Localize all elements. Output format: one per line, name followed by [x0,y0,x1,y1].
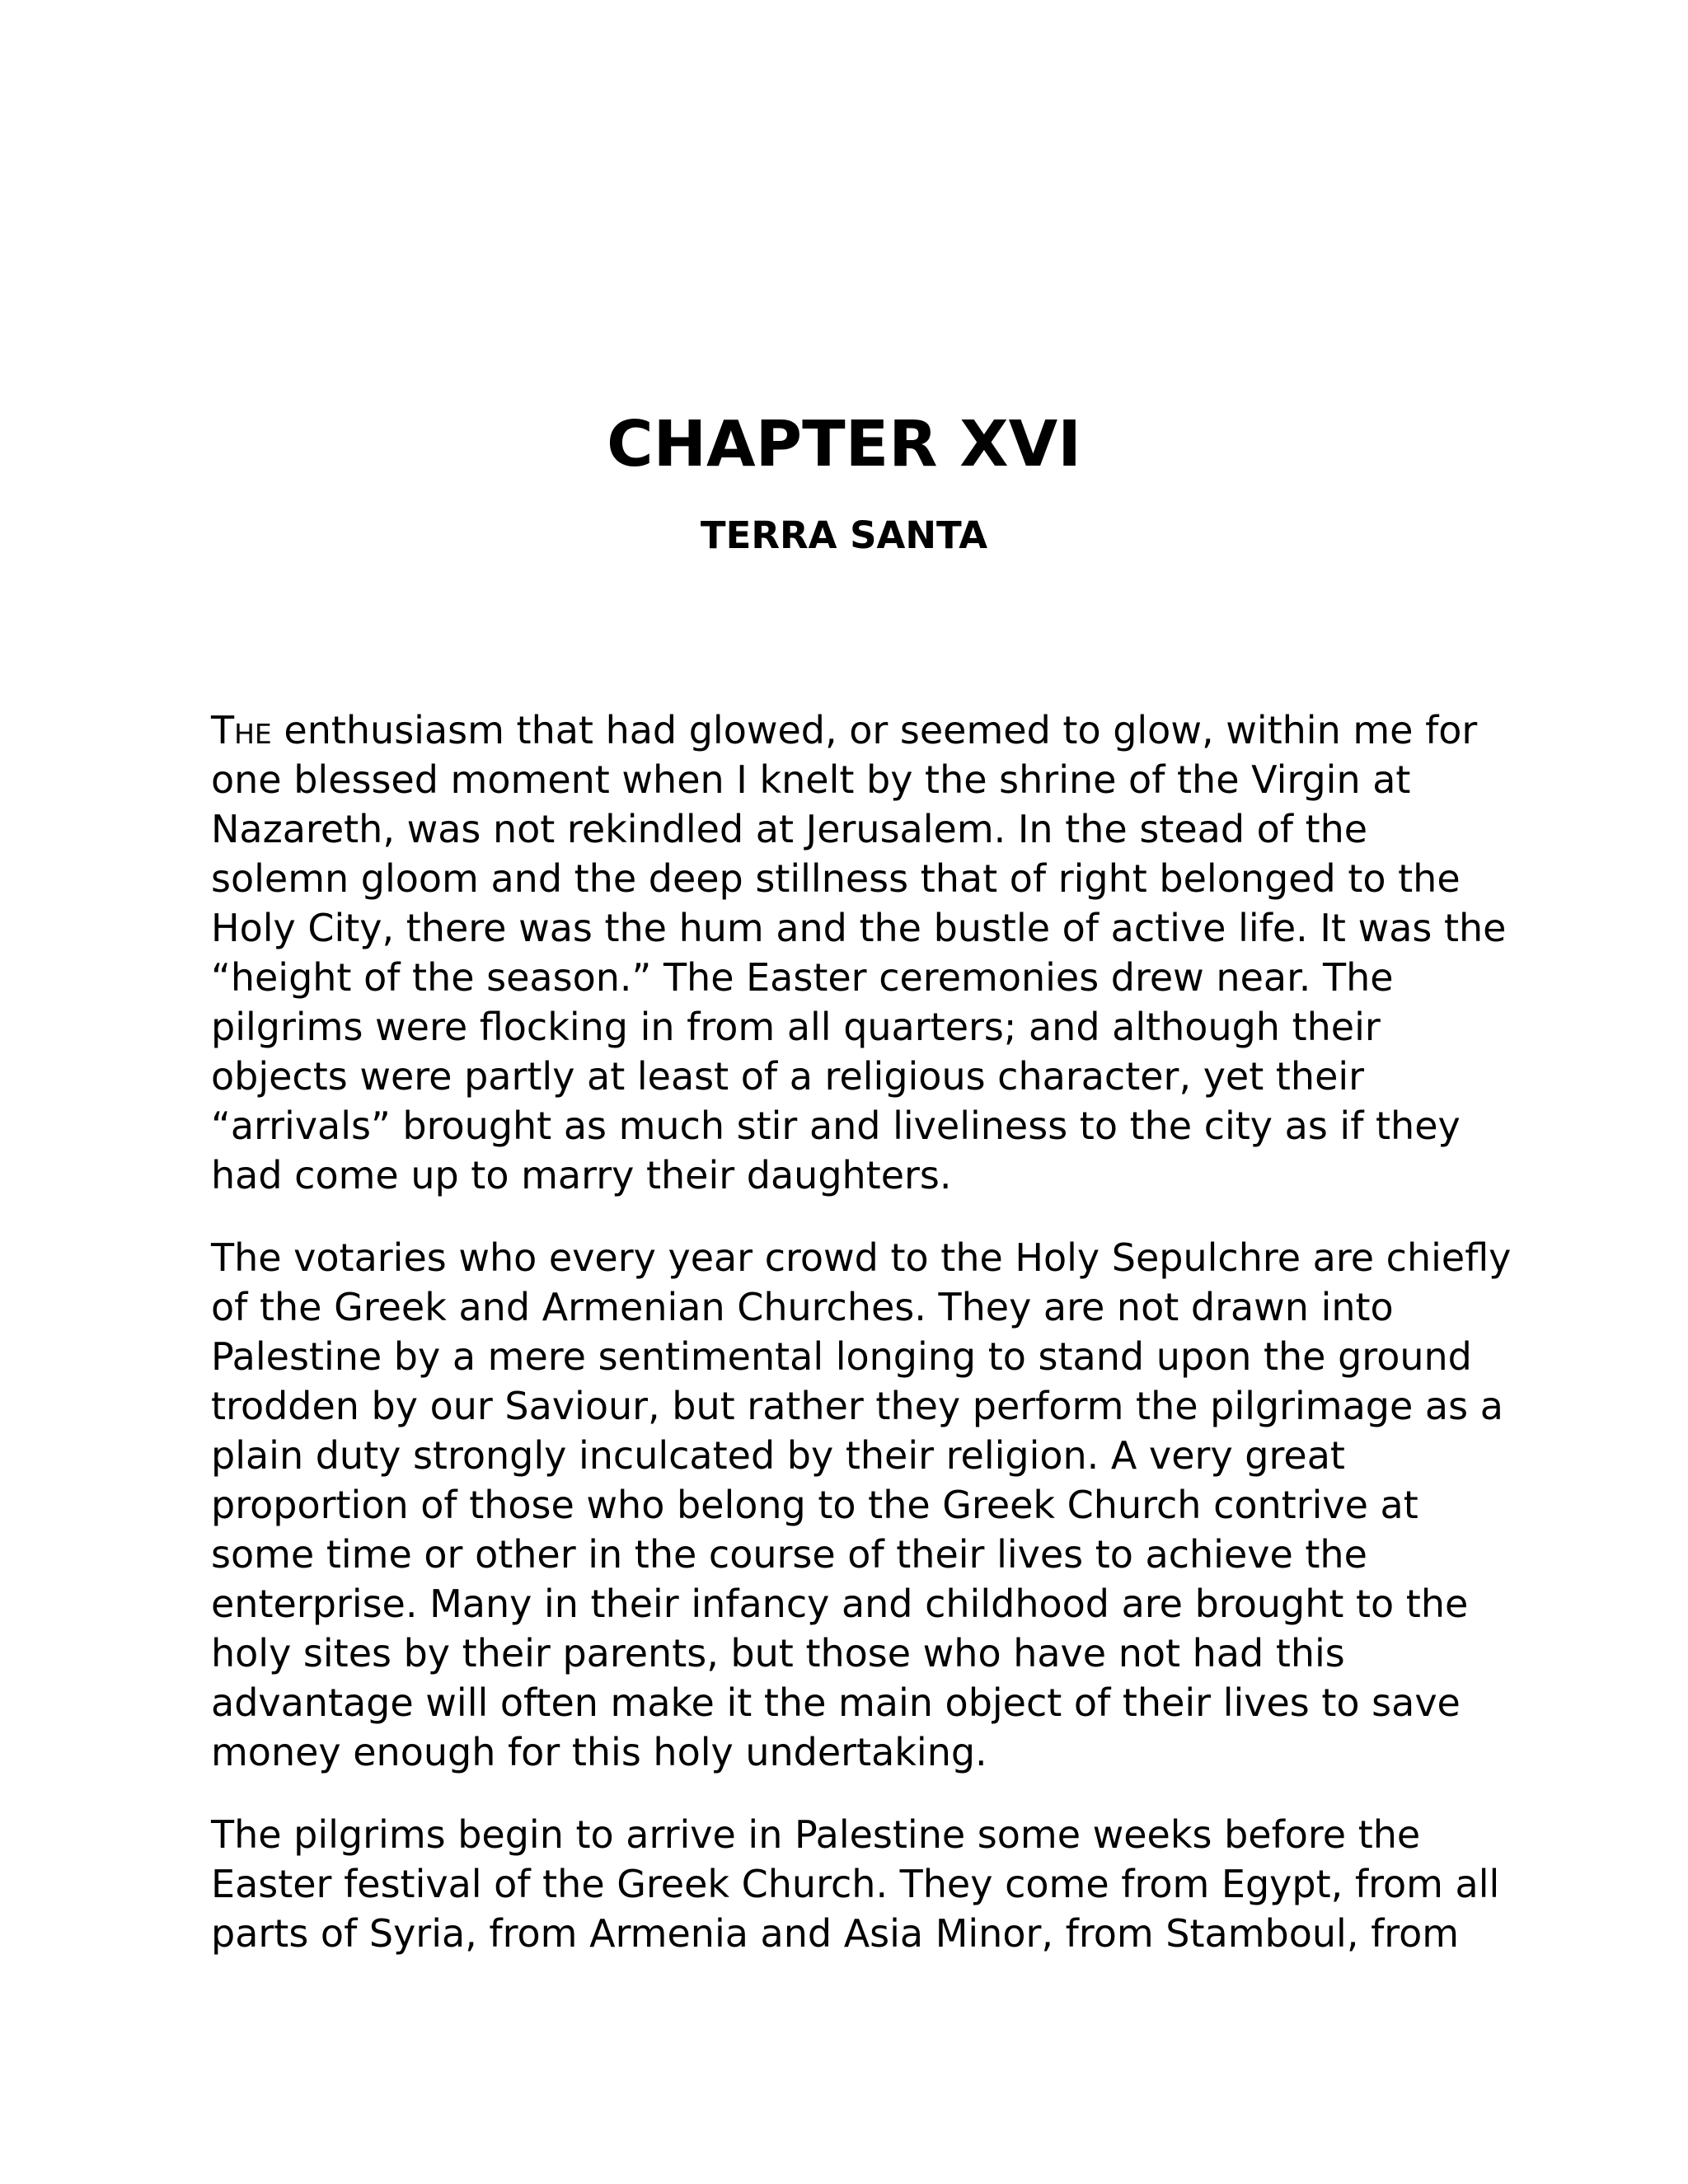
paragraph-2 [211,1233,1512,1777]
text-line: of the Greek and Armenian Churches. They are not drawn into [211,1285,1394,1329]
text-line: Holy City, there was the hum and the bustle of active life. It was the [211,906,1507,950]
text-line: enterprise. Many in their infancy and childhood are brought to the [211,1582,1469,1626]
paragraph-1 [211,705,1507,1200]
text-line [211,705,1497,755]
text-line: Palestine by a mere sentimental longing to stand upon the ground [211,1334,1472,1379]
chapter-title: CHAPTER XVI [607,408,1081,481]
text-line: Nazareth, was not rekindled at Jerusalem. In the stead of the [211,807,1368,851]
line-text: enthusiasm that had glowed, or seemed to glow, within me for [271,708,1478,752]
text-line: one blessed moment when I knelt by the shrine of the Virgin at [211,757,1411,802]
text-line: Easter festival of the Greek Church. They come from Egypt, from all [211,1862,1500,1906]
text-line: pilgrims were flocking in from all quarters; and although their [211,1005,1381,1049]
text-line: solemn gloom and the deep stillness that of right belonged to the [211,856,1461,901]
chapter-subtitle: TERRA SANTA [700,513,988,557]
small-caps-rest: HE [234,718,272,750]
text-line: plain duty strongly inculcated by their religion. A very great [211,1433,1345,1478]
text-line: The votaries who every year crowd to the Holy Sepulchre are chiefly [211,1235,1512,1280]
text-line: had come up to marry their daughters. [211,1153,952,1197]
text-line: “arrivals” brought as much stir and liveliness to the city as if they [211,1104,1461,1148]
text-line: trodden by our Saviour, but rather they perform the pilgrimage as a [211,1384,1503,1428]
text-line: “height of the season.” The Easter ceremonies drew near. The [211,955,1394,1000]
text-line: money enough for this holy undertaking. [211,1730,987,1774]
small-caps-initial: T [211,708,235,752]
body-text [211,705,1512,1991]
text-line: The pilgrims begin to arrive in Palestine some weeks before the [211,1812,1421,1857]
text-line: proportion of those who belong to the Greek Church contrive at [211,1483,1418,1527]
text-line: parts of Syria, from Armenia and Asia Minor, from Stamboul, from [211,1911,1460,1956]
text-line: holy sites by their parents, but those who have not had this [211,1631,1345,1675]
text-line: objects were partly at least of a religious character, yet their [211,1054,1365,1099]
text-line: some time or other in the course of their lives to achieve the [211,1532,1367,1577]
paragraph-3 [211,1810,1500,1958]
text-line: advantage will often make it the main object of their lives to save [211,1680,1461,1725]
